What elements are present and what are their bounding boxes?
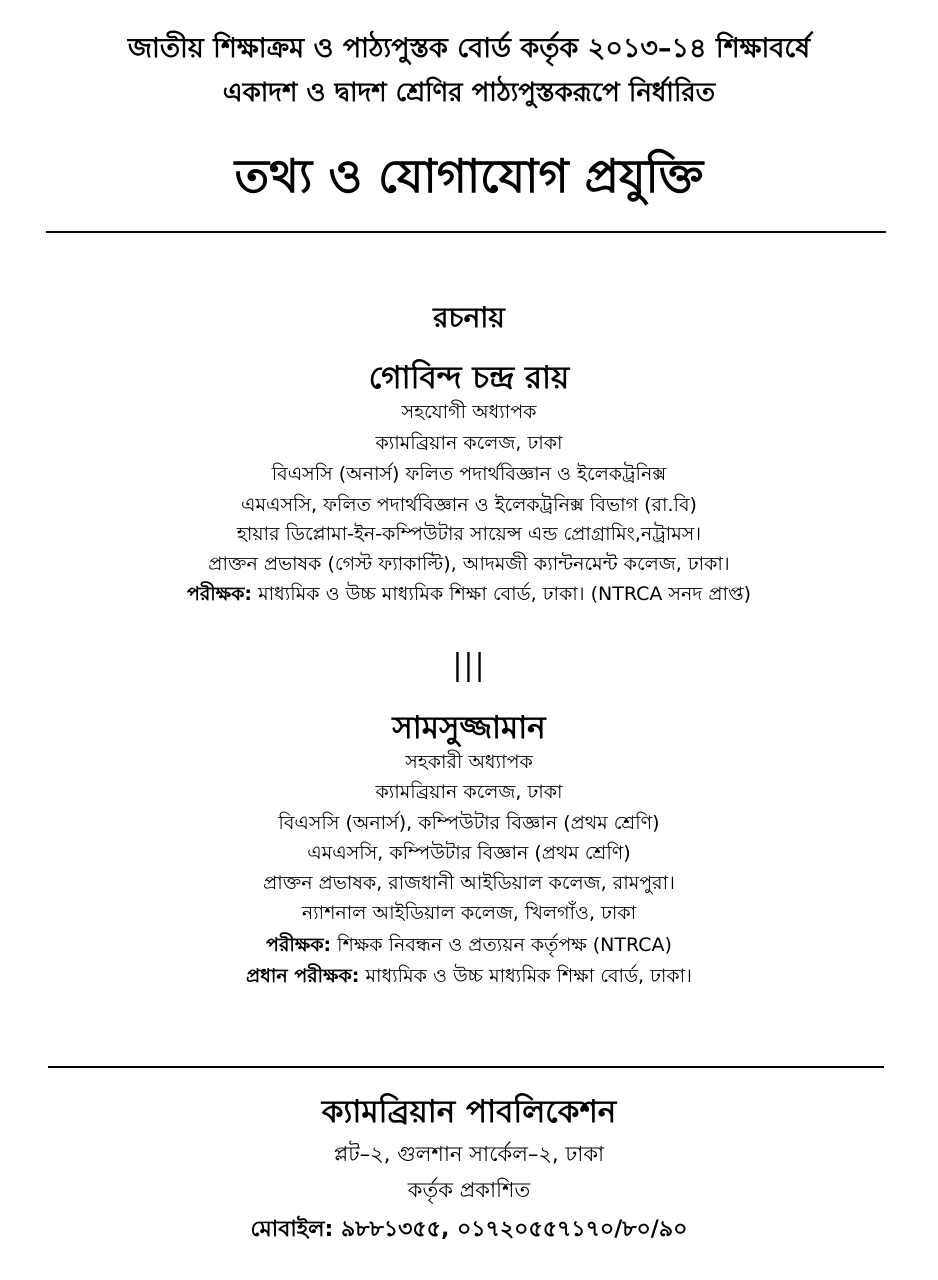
- author-1-credential: হায়ার ডিপ্লোমা-ইন-কম্পিউটার সায়েন্স এন্ড প্রোগ্রামিং,নট্রামস।: [236, 523, 702, 545]
- author-2-credential: ক্যামব্রিয়ান কলেজ, ঢাকা: [375, 781, 563, 803]
- author-2-examiner-text: শিক্ষক নিবন্ধন ও প্রত্যয়ন কর্তৃপক্ষ (NTRCA): [331, 934, 672, 956]
- header-line-2: একাদশ ও দ্বাদশ শ্রেণির পাঠ্যপুস্তকরূপে নির্ধারিত: [222, 78, 716, 108]
- author-1-name: গোবিন্দ চন্দ্র রায়: [368, 360, 570, 396]
- author-2-credential: বিএসসি (অনার্স), কম্পিউটার বিজ্ঞান (প্রথম শ্রেণি): [278, 812, 660, 834]
- author-2-name: সামসুজ্জামান: [392, 710, 546, 746]
- publisher-address: প্লট–২, গুলশান সার্কেল–২, ঢাকা: [333, 1142, 605, 1166]
- author-1-credential: সহযোগী অধ্যাপক: [401, 401, 537, 423]
- author-2-credential: এমএসসি, কম্পিউটার বিজ্ঞান (প্রথম শ্রেণি): [307, 842, 631, 864]
- author-1-credential: প্রাক্তন প্রভাষক (গেস্ট ফ্যাকাল্টি), আদমজী ক্যান্টনমেন্ট কলেজ, ঢাকা।: [208, 553, 730, 575]
- published-by-label: কর্তৃক প্রকাশিত: [407, 1178, 531, 1202]
- author-2-examiner-label: পরীক্ষক:: [266, 934, 332, 956]
- author-2-credential: প্রাক্তন প্রভাষক, রাজধানী আইডিয়াল কলেজ, রামপুরা।: [263, 872, 675, 894]
- author-2-chief-examiner-label: প্রধান পরীক্ষক:: [246, 965, 360, 987]
- author-2-chief-examiner-line: [0, 962, 938, 994]
- author-1-credential: বিএসসি (অনার্স) ফলিত পদার্থবিজ্ঞান ও ইলেকট্রনিক্স: [271, 463, 667, 485]
- top-divider-rule: [46, 231, 886, 233]
- author-1-examiner-line: [0, 580, 938, 612]
- author-2-credential: ন্যাশনাল আইডিয়াল কলেজ, খিলগাঁও, ঢাকা: [301, 902, 637, 924]
- author-2-credential: সহকারী অধ্যাপক: [405, 751, 533, 773]
- author-1-examiner-text: মাধ্যমিক ও উচ্চ মাধ্যমিক শিক্ষা বোর্ড, ঢাকা। (NTRCA সনদ প্রাপ্ত): [252, 583, 752, 605]
- author-1-credential: ক্যামব্রিয়ান কলেজ, ঢাকা: [375, 432, 563, 454]
- written-by-label: রচনায়: [433, 301, 505, 334]
- publisher-mobile: মোবাইল: ৯৮৮১৩৫৫, ০১৭২০৫৫৭১৭০/৮০/৯০: [250, 1217, 688, 1242]
- book-title: তথ্য ও যোগাযোগ প্রযুক্তি: [234, 149, 704, 203]
- author-2-chief-examiner-text: মাধ্যমিক ও উচ্চ মাধ্যমিক শিক্ষা বোর্ড, ঢাকা।: [359, 965, 692, 987]
- header-line-1: জাতীয় শিক্ষাক্রম ও পাঠ্যপুস্তক বোর্ড কর্তৃক ২০১৩–১৪ শিক্ষাবর্ষে: [127, 33, 811, 64]
- author-1-examiner-label: পরীক্ষক:: [186, 583, 253, 605]
- bottom-divider-rule: [48, 1066, 884, 1068]
- author-separator: |||: [452, 648, 486, 683]
- author-1-credential: এমএসসি, ফলিত পদার্থবিজ্ঞান ও ইলেকট্রনিক্স বিভাগ (রা.বি): [241, 494, 697, 516]
- publisher-name: ক্যামব্রিয়ান পাবলিকেশন: [321, 1094, 617, 1130]
- author-2-examiner-line: [0, 931, 938, 963]
